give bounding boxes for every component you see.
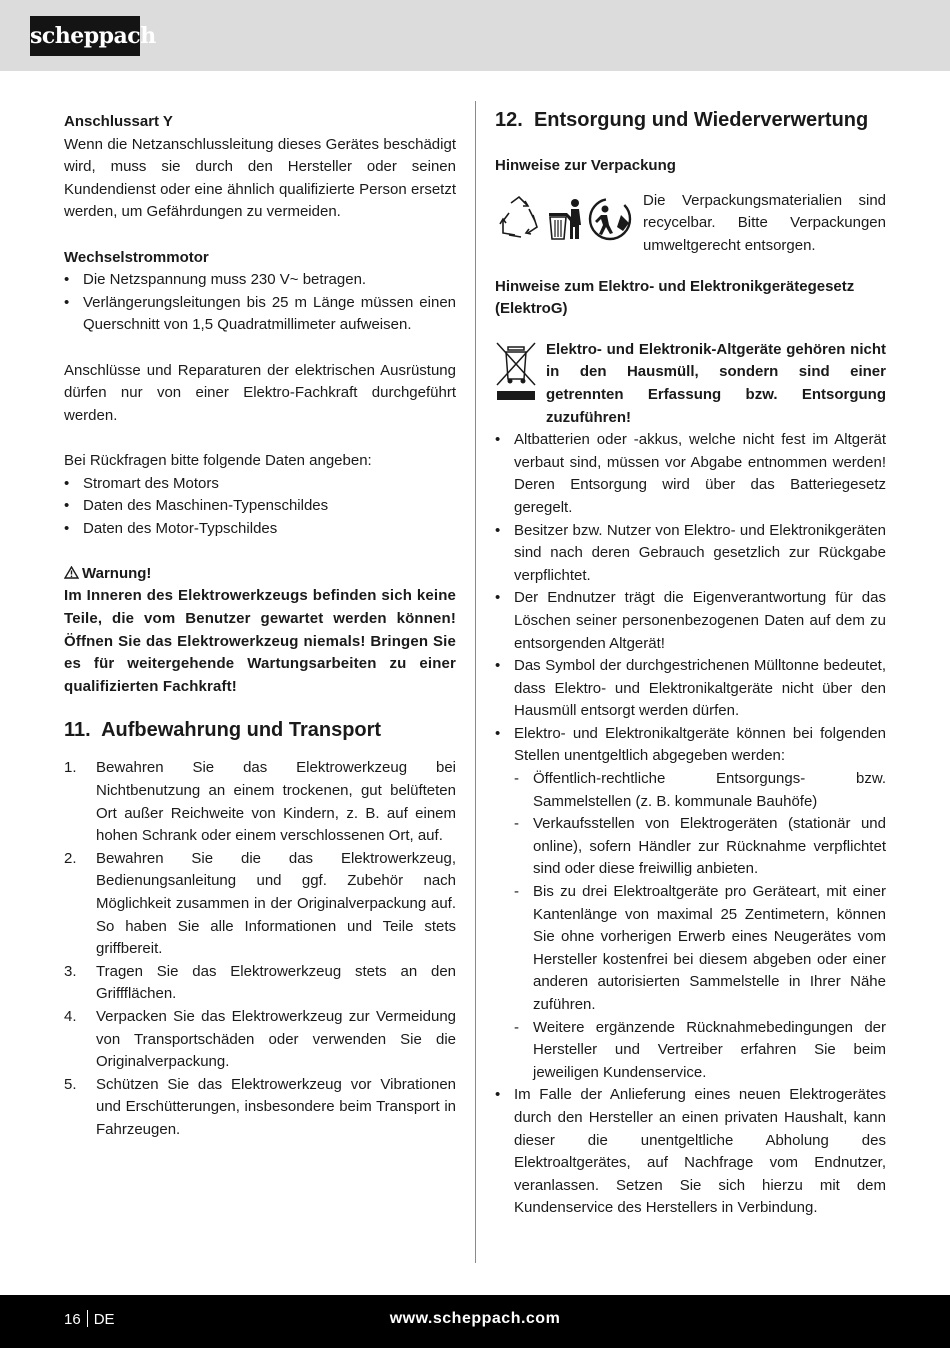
sub-list-item: - Weitere ergänzende Rücknahmebedingungen der Hersteller und Vertreiber erfahren Sie beim jeweiligen Kundenservice. — [514, 1017, 886, 1085]
list-item: • Elektro- und Elektronikaltgeräte können bei folgenden Stellen unentgeltlich abgegeben werden: - Öffentlich-rechtliche Entsorgungs- bzw. Sammelstellen (z. B. kommunale Bauhöfe) - Verkaufsstellen von Elektrogeräten (stationär und online), sofern Händler zur Rücknahme verpflichtet sind oder diese freiwillig anbieten. - Bis zu drei Elektroaltgeräte pro Geräteart, mit einer Kantenlänge von maximal 25 Zentimetern, können Sie ohne vorherigen Erwerb eines Neugerätes vom Hersteller kostenfrei bei diesem abgeben oder einer anderen autorisierten Sammelstelle in Ihrer Nähe zuführen. - Weitere ergänzende Rücknahmebedingungen der Hersteller und Vertreiber erfahren Sie beim jeweiligen Kundenservice. — [495, 723, 886, 1085]
warning-text: Im Inneren des Elektrowerkzeugs befinden sich keine Teile, die vom Benutzer gewartet werden können! Öffnen Sie das Elektrowerkzeug niemals! Bringen Sie es für weitergehende Wartungsarbeiten zu einer qualifizierten Fachkraft! — [64, 587, 456, 695]
section-11-heading — [64, 717, 456, 743]
repair-text: Anschlüsse und Reparaturen der elektrischen Ausrüstung dürfen nur von einer Elektro-Fachkraft durchgeführt werden. — [64, 361, 456, 424]
list-item: • Das Symbol der durchgestrichenen Mülltonne bedeutet, dass Elektro- und Elektronikaltgeräte nicht über den Hausmüll entsorgt werden dürfen. — [495, 655, 886, 723]
list-item: • Daten des Motor-Typschildes — [64, 518, 456, 541]
page-number: 16 — [64, 1311, 81, 1328]
crossed-out-bin-icon — [495, 341, 539, 401]
query-list — [64, 473, 456, 541]
column-divider — [475, 101, 476, 1263]
list-item: • Besitzer bzw. Nutzer von Elektro- und Elektronikgeräten sind nach deren Gebrauch gesetzlich zur Rückgabe verpflichtet. — [495, 520, 886, 588]
section-title: Entsorgung und Wiederverwertung — [533, 109, 869, 131]
section-12-heading — [495, 107, 886, 133]
list-item: • Der Endnutzer trägt die Eigenverantwortung für das Löschen seiner personenbezogenen Daten auf dem zu entsorgenden Altgerät! — [495, 587, 886, 655]
list-item: 4. Verpacken Sie das Elektrowerkzeug zur Vermeidung von Transportschäden oder verwenden Sie die Originalverpackung. — [64, 1007, 456, 1071]
sub-list-item: - Verkaufsstellen von Elektrogeräten (stationär und online), sofern Händler zur Rücknahme verpflichtet sind oder diese freiwillig anbieten. — [514, 813, 886, 881]
packaging-text: Die Verpackungsmaterialien sind recycelbar. Bitte Verpackungen umweltgerecht entsorgen. — [643, 191, 886, 254]
list-item: • Die Netzspannung muss 230 V~ betragen. — [64, 269, 456, 292]
warning-heading — [64, 563, 456, 586]
section-title: Aufbewahrung und Transport — [101, 719, 382, 742]
motor-title: Wechselstrommotor — [64, 248, 209, 266]
list-item: 1. Bewahren Sie das Elektrowerkzeug bei Nichtbenutzung an einem trockenen, gut belüfteten Ort außer Reichweite von Kindern, z. B. auf einem hohen Schrank oder einem verschlossenen Ort, auf. — [64, 759, 456, 845]
elektrog-list — [495, 429, 886, 1220]
footer-bar — [0, 1295, 950, 1348]
motor-list — [64, 269, 456, 337]
warning-title: Warnung! — [82, 564, 152, 582]
header-bar — [0, 0, 950, 71]
tidyman-recycle-icon — [590, 199, 630, 239]
right-column — [495, 107, 886, 1220]
collection-points-list — [514, 768, 886, 1084]
list-item: 3. Tragen Sie das Elektrowerkzeug stets an den Griffflächen. — [64, 962, 456, 1003]
elektrog-title: Hinweise zum Elektro- und Elektronikgerätegesetz (ElektroG) — [495, 277, 855, 318]
storage-list — [64, 757, 456, 1141]
sub-list-item: - Bis zu drei Elektroaltgeräte pro Geräteart, mit einer Kantenlänge von maximal 25 Zentimetern, können Sie ohne vorherigen Erwerb eines Neugerätes vom Hersteller kostenfrei bei diesem abgeben oder einer anderen autorisierten Sammelstelle in Ihrer Nähe zuführen. — [514, 881, 886, 1017]
weee-text: Elektro- und Elektronik-Altgeräte gehören nicht in den Hausmüll, sondern sind einer getrennten Erfassung bzw. Entsorgung zuzuführen! — [546, 340, 886, 426]
list-item: • Daten des Maschinen-Typenschildes — [64, 495, 456, 518]
section-number: 11. — [64, 719, 91, 742]
list-item: 2. Bewahren Sie die das Elektrowerkzeug, Bedienungsanleitung und ggf. Zubehör nach Möglichkeit zusammen in der Originalverpackung auf. So haben Sie alle Informationen und Teile stets griffbereit. — [64, 849, 456, 958]
packaging-title: Hinweise zur Verpackung — [495, 157, 676, 174]
list-item: • Verlängerungsleitungen bis 25 m Länge müssen einen Querschnitt von 1,5 Quadratmillimeter aufweisen. — [64, 292, 456, 337]
anschluss-title: Anschlussart Y — [64, 113, 173, 130]
recycling-icon — [500, 197, 537, 237]
warning-triangle-icon — [64, 566, 79, 579]
list-item: 5. Schützen Sie das Elektrowerkzeug vor Vibrationen und Erschütterungen, insbesondere beim Transport in Fahrzeugen. — [64, 1075, 456, 1138]
website-url: www.scheppach.com — [389, 1310, 561, 1327]
list-item: • Im Falle der Anlieferung eines neuen Elektrogerätes durch den Hersteller an einen privaten Haushalt, kann dieser die unentgeltliche Abholung des Elektroaltgerätes, auf Nachfrage vom Endnutzer, veranlassen. Setzen Sie sich hierzu mit dem Kundenservice des Herstellers in Verbindung. — [495, 1084, 886, 1220]
scheppach-logo: scheppach — [30, 16, 140, 56]
packaging-block — [495, 190, 886, 280]
section-number: 12. — [495, 109, 523, 131]
anschluss-text: Wenn die Netzanschlussleitung dieses Gerätes beschädigt wird, muss sie durch den Hersteller oder seinen Kundendienst oder eine ähnlich qualifizierte Person ersetzt werden, um Gefährdungen zu vermeiden. — [64, 135, 456, 221]
list-item: • Stromart des Motors — [64, 473, 456, 496]
list-item: • Altbatterien oder -akkus, welche nicht fest im Altgerät verbaut sind, müssen vor Abgabe entnommen werden! Deren Entsorgung wird über das Batteriegesetz geregelt. — [495, 429, 886, 519]
weee-block — [495, 339, 886, 429]
left-column — [64, 111, 456, 1142]
litter-bin-icon — [549, 199, 581, 239]
sub-list-item: - Öffentlich-rechtliche Entsorgungs- bzw. Sammelstellen (z. B. kommunale Bauhöfe) — [514, 768, 886, 813]
query-intro: Bei Rückfragen bitte folgende Daten angeben: — [64, 451, 372, 469]
language-code: DE — [93, 1311, 115, 1328]
